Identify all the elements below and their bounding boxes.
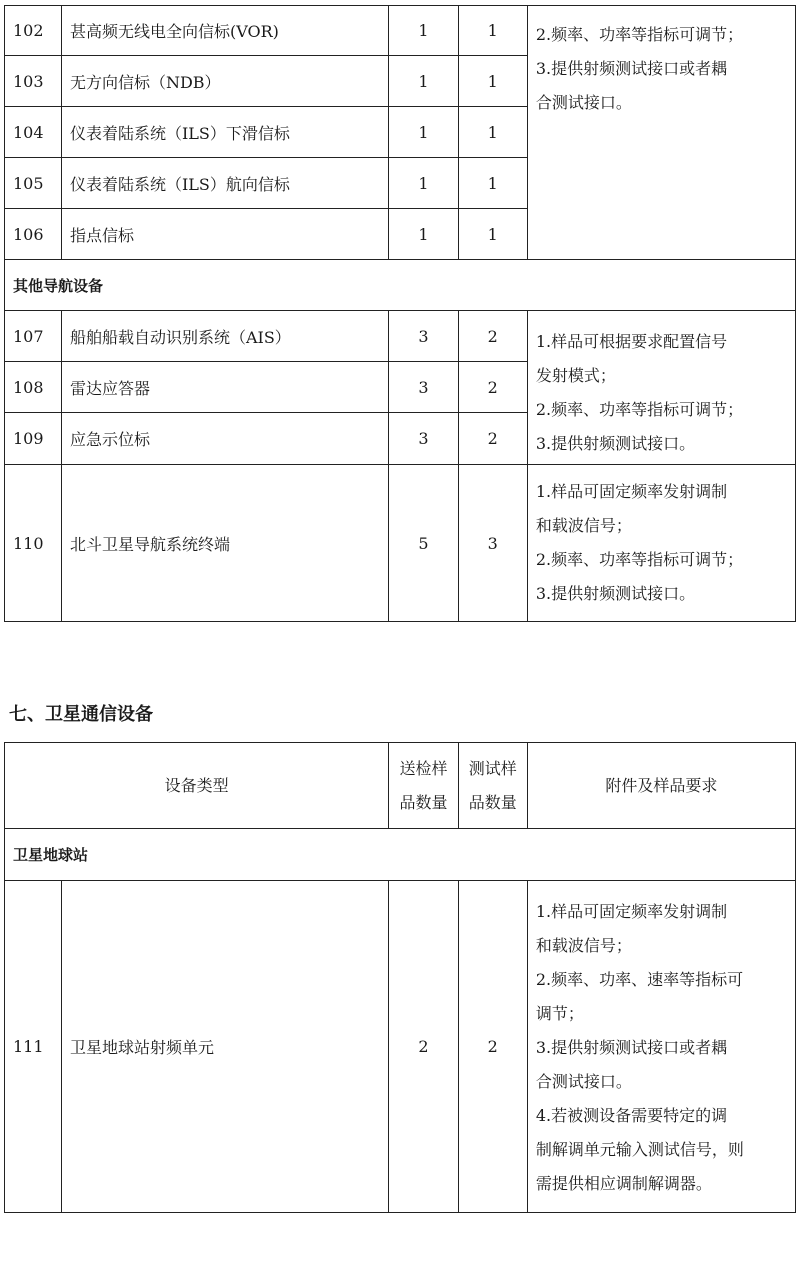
test-sample-qty: 1 — [458, 56, 527, 107]
submitted-sample-qty: 3 — [389, 413, 458, 465]
header-submitted-qty: 送检样 品数量 — [389, 743, 458, 829]
test-sample-qty: 1 — [458, 209, 527, 260]
row-number: 105 — [5, 158, 62, 209]
submitted-sample-qty: 2 — [389, 881, 458, 1213]
test-sample-qty: 2 — [458, 413, 527, 465]
device-type: 仪表着陆系统（ILS）下滑信标 — [61, 107, 388, 158]
satellite-communication-table — [4, 742, 796, 1213]
row-number: 110 — [5, 465, 62, 622]
device-type: 雷达应答器 — [61, 362, 388, 413]
table-row — [5, 881, 796, 1213]
device-type: 船舶船载自动识别系统（AIS） — [61, 311, 388, 362]
submitted-sample-qty: 1 — [389, 107, 458, 158]
test-sample-qty: 2 — [458, 362, 527, 413]
device-type: 应急示位标 — [61, 413, 388, 465]
sample-requirements: 1.样品可固定频率发射调制 和载波信号； 2.频率、功率、速率等指标可 调节； 3.提供射频测试接口或者耦 合测试接口。 4.若被测设备需要特定的调 制解调单元输入测试信号，则 需提供相应调制解调器。 — [527, 881, 795, 1213]
section-title: 七、卫星通信设备 — [9, 704, 153, 725]
test-sample-qty: 2 — [458, 311, 527, 362]
row-number: 103 — [5, 56, 62, 107]
device-type: 仪表着陆系统（ILS）航向信标 — [61, 158, 388, 209]
row-number: 108 — [5, 362, 62, 413]
test-sample-qty: 3 — [458, 465, 527, 622]
submitted-sample-qty: 1 — [389, 56, 458, 107]
header-test-qty: 测试样 品数量 — [458, 743, 527, 829]
submitted-sample-qty: 1 — [389, 6, 458, 56]
submitted-sample-qty: 5 — [389, 465, 458, 622]
device-type: 指点信标 — [61, 209, 388, 260]
test-sample-qty: 2 — [458, 881, 527, 1213]
table-row — [5, 311, 796, 362]
row-number: 106 — [5, 209, 62, 260]
category-label: 其他导航设备 — [5, 260, 796, 311]
submitted-sample-qty: 1 — [389, 158, 458, 209]
table-row — [5, 6, 796, 56]
row-number: 109 — [5, 413, 62, 465]
row-number: 107 — [5, 311, 62, 362]
header-requirements: 附件及样品要求 — [527, 743, 795, 829]
sample-requirements: 1.样品可根据要求配置信号 发射模式； 2.频率、功率等指标可调节； 3.提供射频测试接口。 — [527, 311, 795, 465]
navigation-equipment-table — [4, 5, 796, 622]
row-number: 102 — [5, 6, 62, 56]
category-row — [5, 260, 796, 311]
device-type: 甚高频无线电全向信标(VOR) — [61, 6, 388, 56]
sample-requirements: 2.频率、功率等指标可调节； 3.提供射频测试接口或者耦 合测试接口。 — [527, 6, 795, 260]
device-type: 北斗卫星导航系统终端 — [61, 465, 388, 622]
table-row — [5, 465, 796, 622]
header-device-type: 设备类型 — [5, 743, 389, 829]
sample-requirements: 1.样品可固定频率发射调制 和载波信号； 2.频率、功率等指标可调节； 3.提供射频测试接口。 — [527, 465, 795, 622]
header-row — [5, 743, 796, 829]
row-number: 104 — [5, 107, 62, 158]
category-label: 卫星地球站 — [5, 829, 796, 881]
device-type: 无方向信标（NDB） — [61, 56, 388, 107]
submitted-sample-qty: 3 — [389, 362, 458, 413]
submitted-sample-qty: 3 — [389, 311, 458, 362]
row-number: 111 — [5, 881, 62, 1213]
category-row — [5, 829, 796, 881]
device-type: 卫星地球站射频单元 — [61, 881, 388, 1213]
submitted-sample-qty: 1 — [389, 209, 458, 260]
test-sample-qty: 1 — [458, 6, 527, 56]
test-sample-qty: 1 — [458, 158, 527, 209]
test-sample-qty: 1 — [458, 107, 527, 158]
